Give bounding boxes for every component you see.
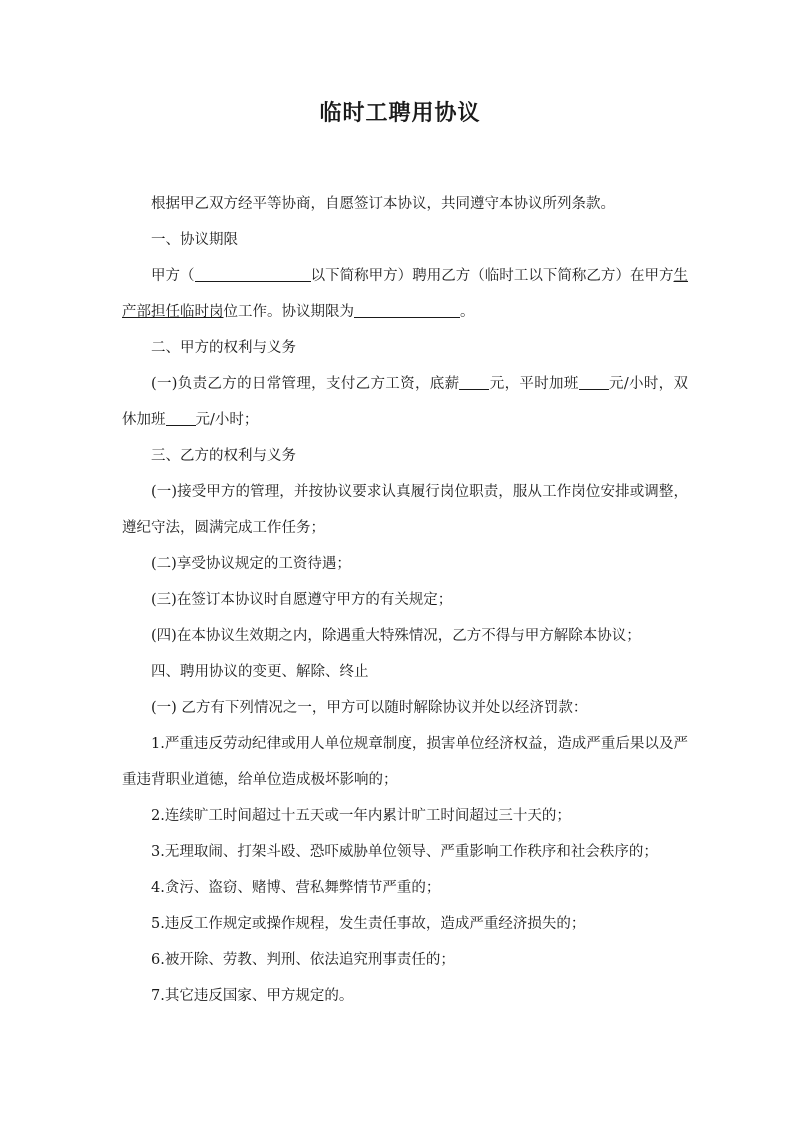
section-3-item-4: (四)在本协议生效期之内，除遇重大特殊情况，乙方不得与甲方解除本协议； — [151, 628, 641, 644]
s1-text-c: 生产部担任临时岗 — [122, 268, 689, 320]
s1-text-b: 以下简称甲方）聘用乙方（临时工以下简称乙方）在甲方 — [310, 268, 674, 284]
weekend-overtime-blank — [166, 409, 196, 426]
section-4-item-4: 4.贪污、盗窃、赌博、营私舞弊情节严重的； — [151, 880, 441, 896]
agreement-term-blank — [354, 301, 460, 318]
section-4-item-1: 1.严重违反劳动纪律或用人单位规章制度，损害单位经济权益，造成严重后果以及严重违背职业道德，给单位造成极坏影响的； — [122, 736, 688, 788]
document-body — [122, 186, 688, 1014]
base-salary-blank — [459, 373, 489, 390]
section-4-intro: (一) 乙方有下列情况之一，甲方可以随时解除协议并处以经济罚款： — [151, 700, 588, 716]
section-2-heading: 二、甲方的权利与义务 — [151, 340, 296, 356]
s1-text-d: 位工作。协议期限为 — [223, 304, 354, 320]
section-4-item-3: 3.无理取闹、打架斗殴、恐吓威胁单位领导、严重影响工作秩序和社会秩序的； — [151, 844, 658, 860]
s2-text-a: (一)负责乙方的日常管理，支付乙方工资，底薪 — [151, 376, 460, 392]
document-title: 临时工聘用协议 — [319, 101, 481, 126]
weekday-overtime-blank — [579, 373, 609, 390]
s1-text-e: 。 — [460, 304, 475, 320]
s2-text-c: 元/小时，双休加班 — [122, 376, 689, 428]
party-a-name-blank — [195, 265, 311, 282]
s2-text-b: 元，平时加班 — [489, 376, 579, 392]
intro-paragraph: 根据甲乙双方经平等协商，自愿签订本协议，共同遵守本协议所列条款。 — [151, 196, 615, 212]
section-3-item-3: (三)在签订本协议时自愿遵守甲方的有关规定； — [151, 592, 453, 608]
section-1-paragraph — [122, 258, 688, 330]
s2-text-d: 元/小时； — [195, 412, 259, 428]
section-4-heading: 四、聘用协议的变更、解除、终止 — [151, 664, 369, 680]
section-4-item-2: 2.连续旷工时间超过十五天或一年内累计旷工时间超过三十天的； — [151, 808, 571, 824]
s1-text-a: 甲方（ — [151, 268, 195, 284]
section-2-item-1 — [122, 366, 688, 438]
section-1-heading: 一、协议期限 — [151, 232, 238, 248]
section-3-item-2: (二)享受协议规定的工资待遇； — [151, 556, 351, 572]
section-4-item-5: 5.违反工作规定或操作规程，发生责任事故，造成严重经济损失的； — [151, 916, 586, 932]
section-3-item-1: (一)接受甲方的管理，并按协议要求认真履行岗位职责，服从工作岗位安排或调整，遵纪守法，圆满完成工作任务； — [122, 484, 688, 536]
section-4-item-7: 7.其它违反国家、甲方规定的。 — [151, 988, 354, 1004]
section-3-heading: 三、乙方的权利与义务 — [151, 448, 296, 464]
section-4-item-6: 6.被开除、劳教、判刑、依法追究刑事责任的； — [151, 952, 455, 968]
